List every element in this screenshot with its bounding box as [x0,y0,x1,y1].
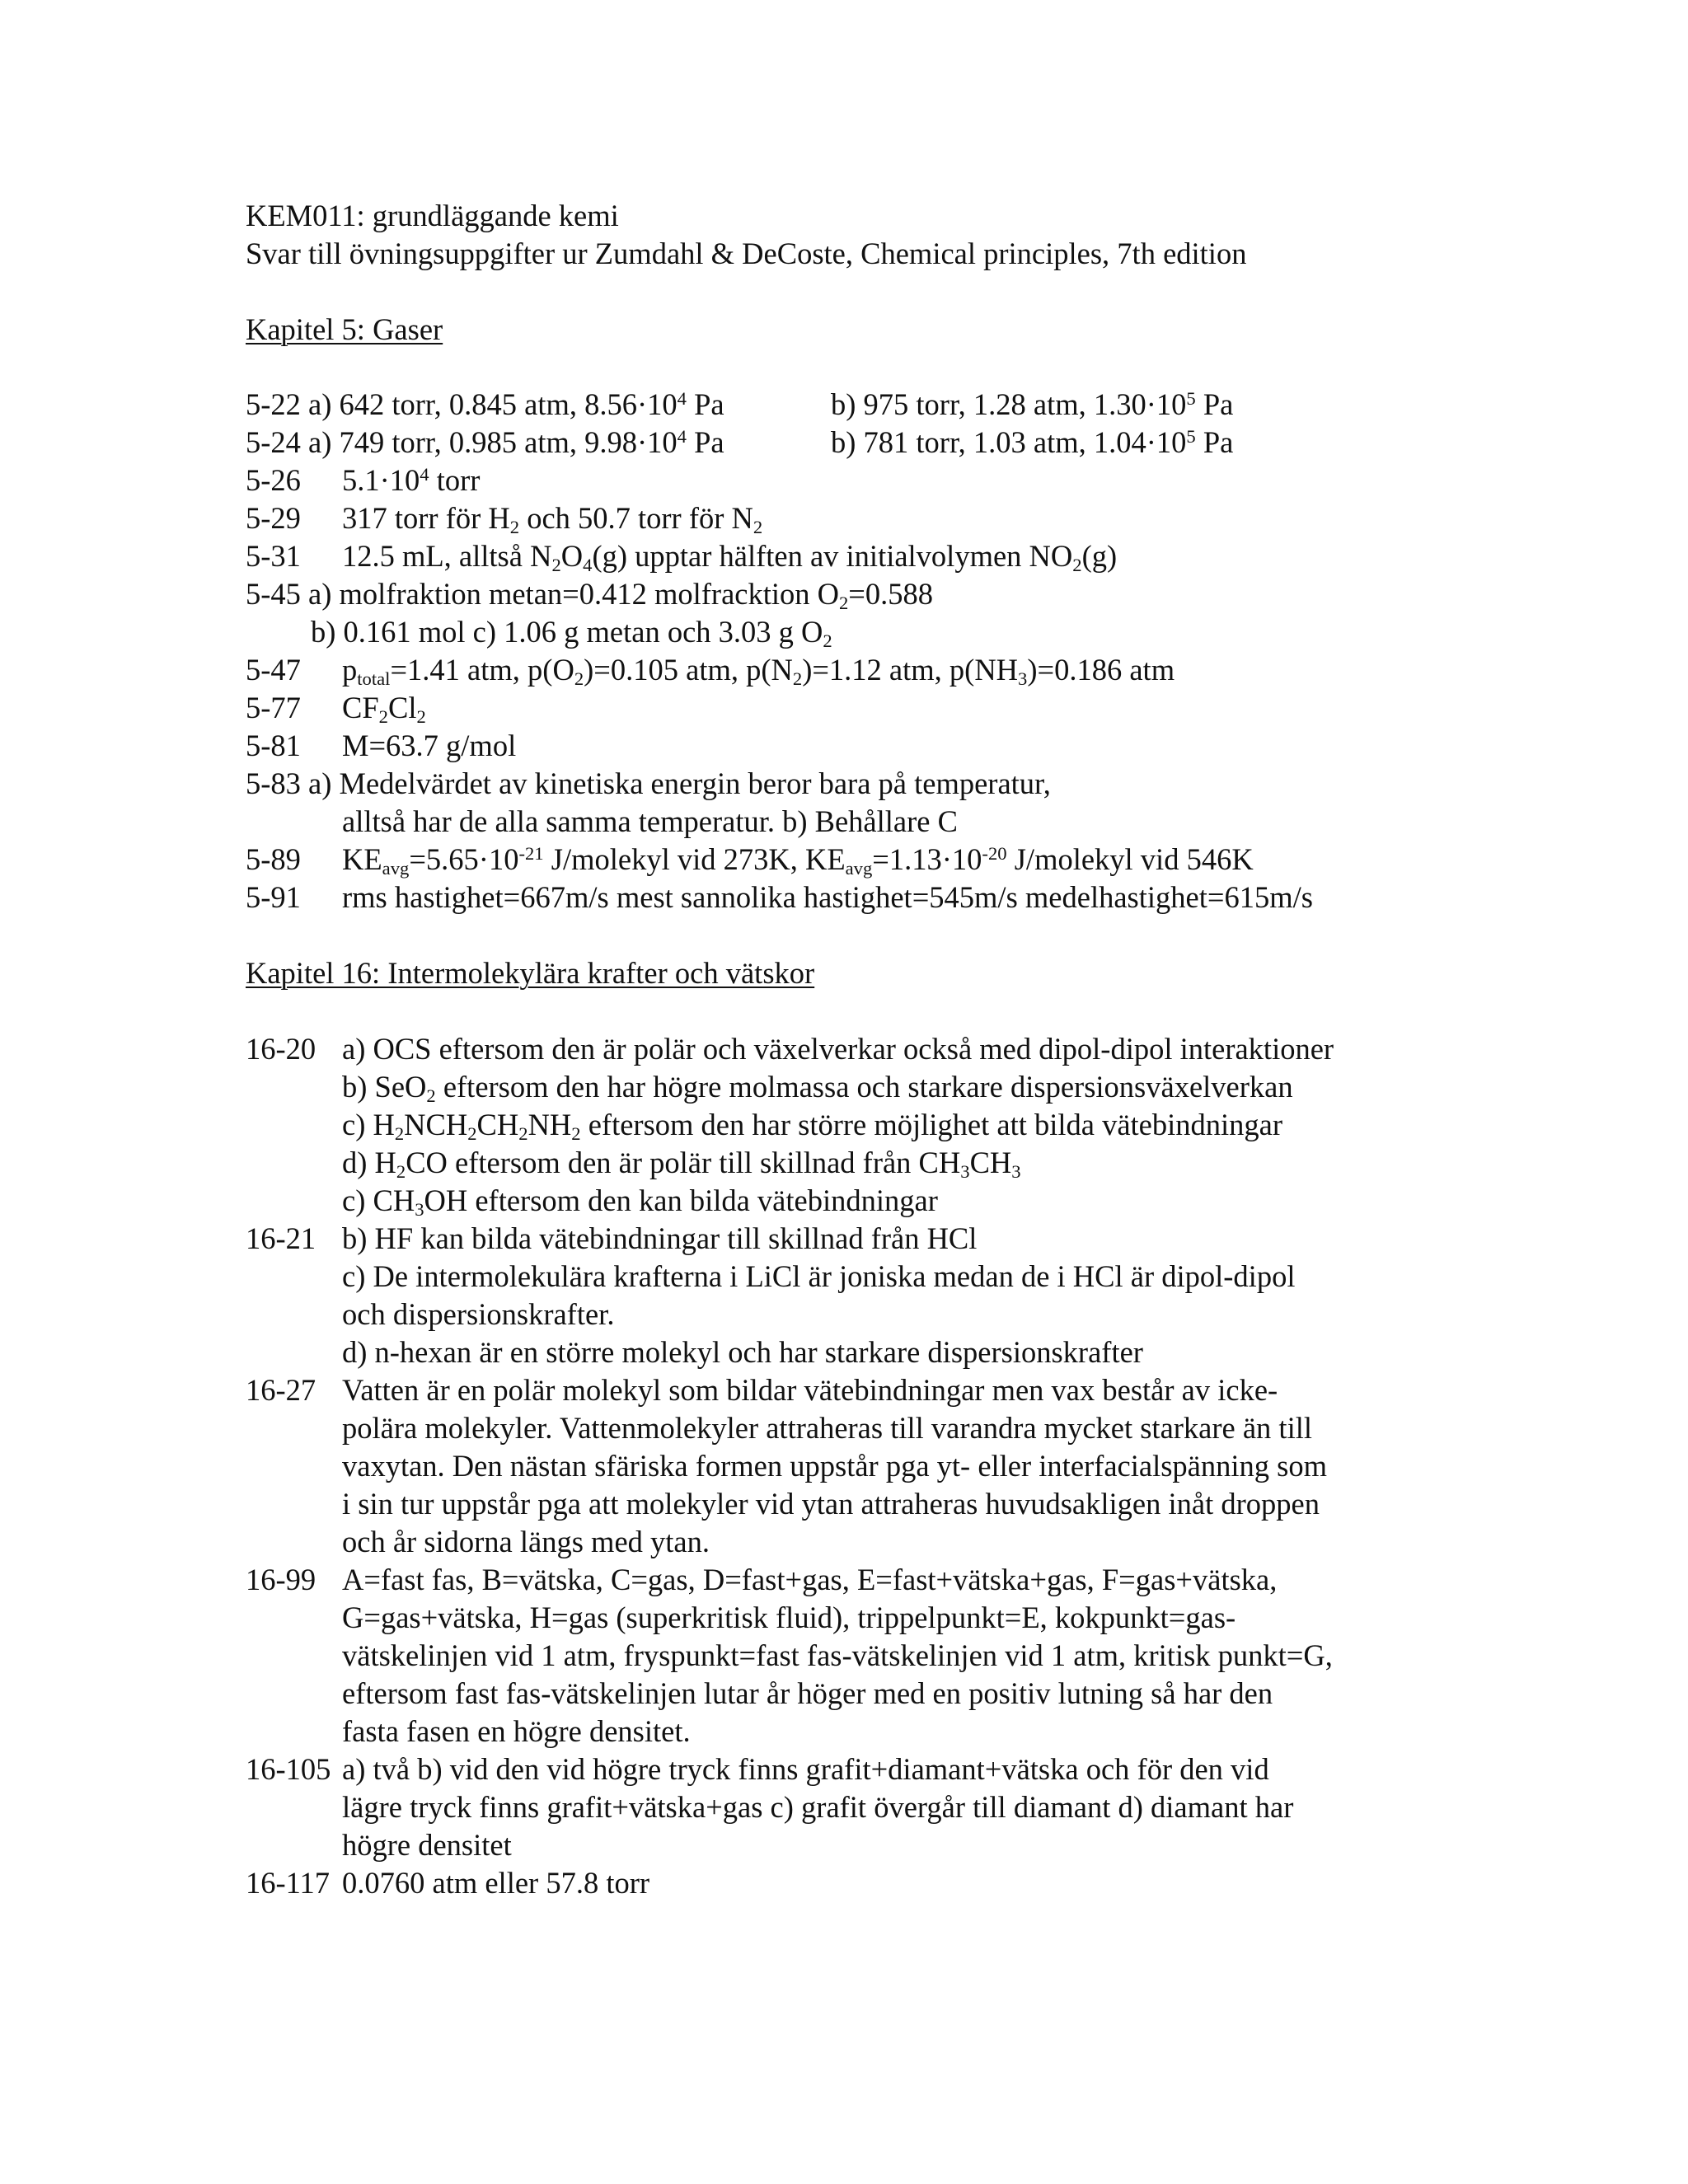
chapter-16-heading: Kapitel 16: Intermolekylära krafter och vätskor [246,956,815,990]
answer-16-21-d: d) n-hexan är en större molekyl och har starkare dispersionskrafter [342,1335,1143,1369]
answer-16-20-e: c) $CH_3OH$ eftersom den kan bilda vätebindningar [342,1183,938,1220]
answer-16-20-b: b) SeO$_2$ eftersom den har högre molmassa och starkare dispersionsväxelverkan [342,1070,1293,1106]
answer-5-22-a: 5-22 a) 642 torr, 0.845 atm, $8.56\cdot 10^4$ Pa [246,387,724,421]
answer-number: 5-77 [246,691,301,724]
answer-5-91: rms hastighet=667m/s mest sannolika hastighet=545m/s medelhastighet=615m/s [342,880,1313,914]
answer-16-20-d: d) $H_2CO$ eftersom den är polär till skillnad från $CH_3CH_3$ [342,1146,1021,1182]
answer-number: 5-26 [246,463,301,497]
answer-16-20-c: c) $H_2NCH_2CH_2NH_2$ eftersom den har större möjlighet att bilda vätebindningar [342,1108,1283,1144]
answer-number: 16-117 [246,1866,331,1900]
answer-number: 5-29 [246,501,301,535]
answer-number: 16-105 [246,1752,331,1786]
answer-16-99-line: A=fast fas, B=vätska, C=gas, D=fast+gas, E=fast+vätska+gas, F=gas+vätska, [342,1563,1278,1596]
answer-5-45-bc: b) 0.161 mol c) 1.06 g metan och 3.03 g $O_2$ [311,615,832,651]
answer-number: 5-91 [246,880,301,914]
answer-5-89: $KE_{avg}=5.65\cdot 10^{-21}$ J/molekyl vid 273K, $KE_{avg}=1.13\cdot 10^{-20}$ J/molekyl vid 546K [342,842,1254,879]
answer-number: 5-31 [246,539,301,573]
answer-5-77: $CF_2Cl_2$ [342,691,426,727]
answer-16-20-a: a) OCS eftersom den är polär och växelverkar också med dipol-dipol interaktioner [342,1032,1334,1066]
answer-5-22-b: b) 975 torr, 1.28 atm, $1.30\cdot 10^5$ Pa [831,387,1234,421]
answer-16-27-line: och år sidorna längs med ytan. [342,1525,710,1558]
answer-5-24-b: b) 781 torr, 1.03 atm, $1.04\cdot 10^5$ Pa [831,425,1234,459]
answer-number: 16-21 [246,1221,316,1255]
answer-16-27-line: Vatten är en polär molekyl som bildar vätebindningar men vax består av icke- [342,1373,1278,1407]
answer-number: 16-27 [246,1373,316,1407]
answer-number: 5-81 [246,729,301,762]
chapter-5-heading: Kapitel 5: Gaser [246,312,443,346]
answer-number: 5-89 [246,842,301,876]
answer-5-29: 317 torr för $H_2$ och 50.7 torr för $N_2$ [342,501,763,537]
answer-number: 5-47 [246,653,301,687]
answer-16-27-line: i sin tur uppstår pga att molekyler vid ytan attraheras huvudsakligen inåt droppen [342,1487,1320,1521]
answer-16-99-line: eftersom fast fas-vätskelinjen lutar år höger med en positiv lutning så har den [342,1676,1273,1710]
answer-5-31: 12.5 mL, alltså $N_2O_4(g)$ upptar hälften av initialvolymen $NO_2(g)$ [342,539,1118,575]
course-title: KEM011: grundläggande kemi [246,199,619,232]
answer-5-47: $p_{total}=1.41$ atm, $p(O_2)=0.105$ atm, $p(N_2)=1.12$ atm, $p(NH_3)=0.186$ atm [342,653,1175,689]
document-subtitle: Svar till övningsuppgifter ur Zumdahl & DeCoste, Chemical principles, 7th edition [246,237,1247,270]
answer-5-45-a: 5-45 a) molfraktion metan=0.412 molfracktion $O_2=0.588$ [246,577,934,613]
answer-16-117: 0.0760 atm eller 57.8 torr [342,1866,650,1900]
answer-16-105-line: a) två b) vid den vid högre tryck finns grafit+diamant+vätska och för den vid [342,1752,1269,1786]
answer-16-27-line: vaxytan. Den nästan sfäriska formen uppstår pga yt- eller interfacialspänning som [342,1449,1327,1483]
answer-5-81: M=63.7 g/mol [342,729,517,762]
answer-16-21-b: b) HF kan bilda vätebindningar till skillnad från HCl [342,1221,978,1255]
answer-16-105-line: högre densitet [342,1828,512,1862]
answer-16-21-c2: och dispersionskrafter. [342,1297,615,1331]
answer-16-27-line: polära molekyler. Vattenmolekyler attraheras till varandra mycket starkare än till [342,1411,1313,1445]
answer-5-26: $5.1\cdot 10^4$ torr [342,463,481,497]
answer-16-99-line: vätskelinjen vid 1 atm, fryspunkt=fast fas-vätskelinjen vid 1 atm, kritisk punkt=G, [342,1638,1333,1672]
answer-5-83-line1: 5-83 a) Medelvärdet av kinetiska energin beror bara på temperatur, [246,766,1051,800]
answer-number: 16-99 [246,1563,316,1596]
answer-16-21-c1: c) De intermolekulära krafterna i LiCl är joniska medan de i HCl är dipol-dipol [342,1259,1296,1293]
answer-16-99-line: fasta fasen en högre densitet. [342,1714,691,1748]
answer-16-105-line: lägre tryck finns grafit+vätska+gas c) grafit övergår till diamant d) diamant har [342,1790,1294,1824]
answer-number: 16-20 [246,1032,316,1066]
answer-5-83-line2: alltså har de alla samma temperatur. b) Behållare C [342,804,958,838]
answer-16-99-line: G=gas+vätska, H=gas (superkritisk fluid), trippelpunkt=E, kokpunkt=gas- [342,1601,1236,1634]
answer-5-24-a: 5-24 a) 749 torr, 0.985 atm, $9.98\cdot 10^4$ Pa [246,425,724,459]
